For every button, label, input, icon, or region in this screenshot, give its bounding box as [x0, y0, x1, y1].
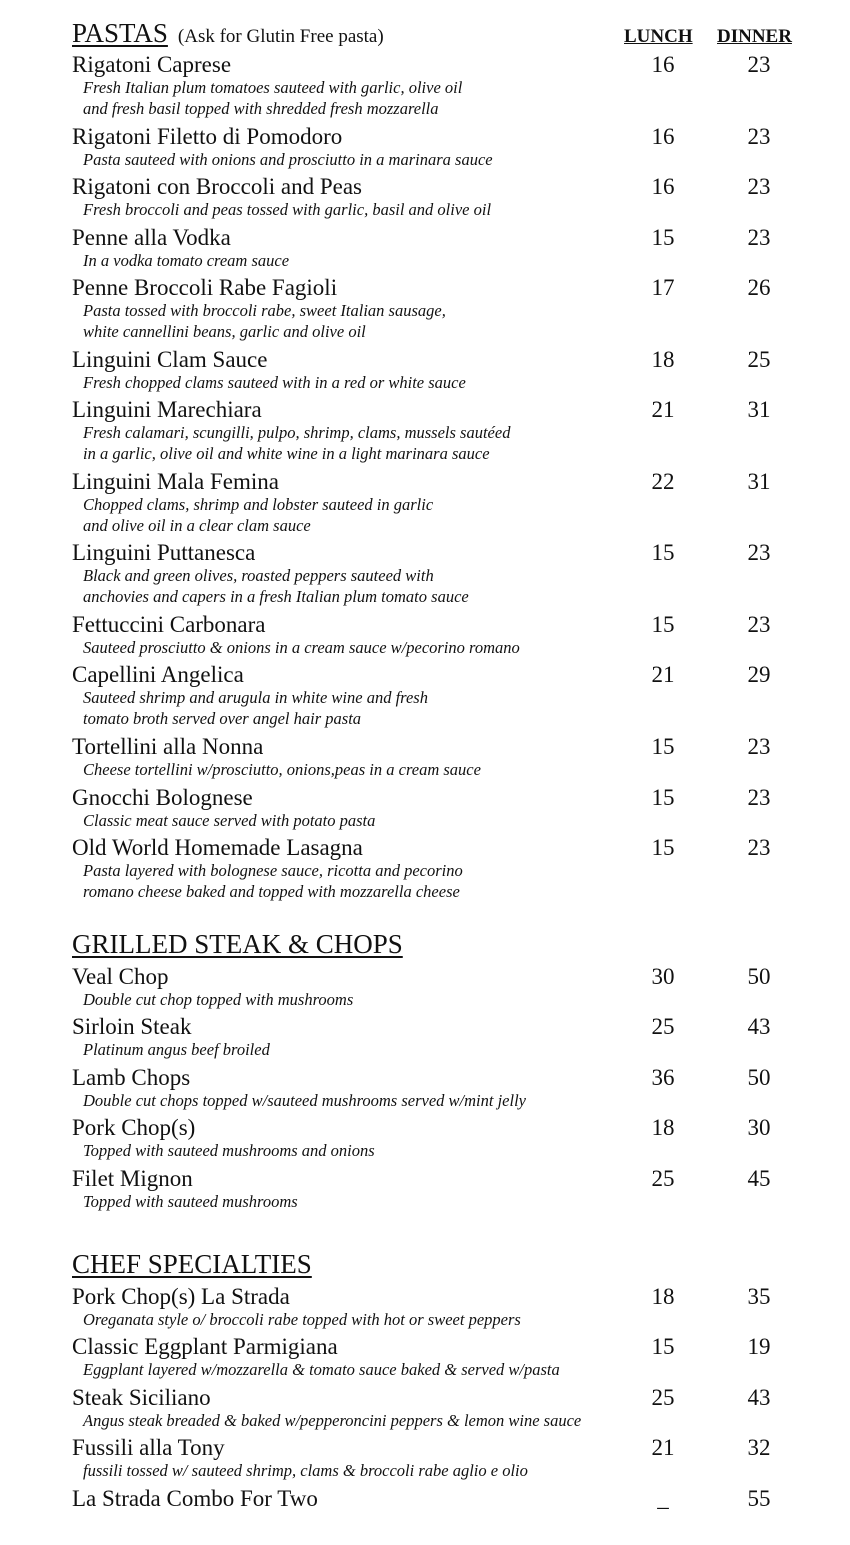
dinner-price: 35: [747, 1284, 771, 1309]
menu-item-name: Old World Homemade Lasagna: [72, 835, 363, 860]
menu-item-description: Pasta layered with bolognese sauce, ricotta and pecorino romano cheese baked and topped with mozzarella cheese: [83, 861, 463, 901]
lunch-price: 15: [651, 734, 675, 759]
menu-item-description: Black and green olives, roasted peppers sauteed with anchovies and capers in a fresh Italian plum tomato sauce: [83, 566, 469, 606]
lunch-price: 21: [651, 397, 675, 422]
dinner-price: 43: [747, 1014, 771, 1039]
section-title-chef-specialties: CHEF SPECIALTIES: [72, 1249, 312, 1279]
menu-item-description: Sauteed prosciutto & onions in a cream sauce w/pecorino romano: [83, 638, 520, 657]
menu-item-name: Filet Mignon: [72, 1166, 193, 1191]
menu-item-name: Penne Broccoli Rabe Fagioli: [72, 275, 338, 300]
dinner-price: 55: [747, 1486, 771, 1511]
lunch-column-header: LUNCH: [624, 26, 693, 47]
lunch-price: 16: [651, 124, 675, 149]
menu-item-description: Topped with sauteed mushrooms and onions: [83, 1141, 375, 1160]
menu-item-name: Tortellini alla Nonna: [72, 734, 264, 759]
menu-item: [72, 835, 812, 902]
menu-item-description: Fresh Italian plum tomatoes sauteed with garlic, olive oil and fresh basil topped with shredded fresh mozzarella: [83, 78, 463, 118]
menu-item-name: Sirloin Steak: [72, 1014, 192, 1039]
dinner-price: 23: [747, 734, 771, 759]
dinner-price: 26: [747, 275, 771, 300]
menu-item: [72, 964, 812, 1010]
lunch-price: 15: [651, 835, 675, 860]
menu-item: [72, 1385, 812, 1431]
lunch-price: 15: [651, 1334, 675, 1359]
lunch-price: 21: [651, 1435, 675, 1460]
menu-item-name: Capellini Angelica: [72, 662, 244, 687]
menu-item-description: Double cut chops topped w/sauteed mushrooms served w/mint jelly: [83, 1091, 526, 1110]
dinner-price: 43: [747, 1385, 771, 1410]
lunch-price: 25: [651, 1385, 675, 1410]
menu-item-name: Rigatoni Filetto di Pomodoro: [72, 124, 343, 149]
menu-item: [72, 225, 812, 271]
menu-item-description: Double cut chop topped with mushrooms: [83, 990, 354, 1009]
dinner-price: 23: [747, 124, 771, 149]
menu-item: [72, 469, 812, 536]
menu-item: [72, 1014, 812, 1060]
menu-item: [72, 275, 812, 342]
menu-item-name: Lamb Chops: [72, 1065, 191, 1090]
menu-item-name: Penne alla Vodka: [72, 225, 231, 250]
lunch-price: 16: [651, 174, 675, 199]
menu-item: [72, 1334, 812, 1380]
dinner-price: 23: [747, 174, 771, 199]
lunch-price: _: [657, 1486, 669, 1511]
menu-item-description: Angus steak breaded & baked w/pepperoncini peppers & lemon wine sauce: [83, 1411, 582, 1430]
dinner-price: 23: [747, 225, 771, 250]
dinner-price: 23: [747, 835, 771, 860]
menu-item: [72, 1435, 812, 1481]
menu-item-description: Fresh calamari, scungilli, pulpo, shrimp, clams, mussels sautéed in a garlic, olive oil and white wine in a light marinara sauce: [83, 423, 511, 463]
lunch-price: 18: [651, 347, 675, 372]
menu-item-description: Sauteed shrimp and arugula in white wine and fresh tomato broth served over angel hair pasta: [83, 688, 428, 728]
lunch-price: 25: [651, 1014, 675, 1039]
dinner-price: 23: [747, 612, 771, 637]
menu-item-name: Steak Siciliano: [72, 1385, 211, 1410]
menu-item: [72, 347, 812, 393]
lunch-price: 22: [651, 469, 675, 494]
menu-item-description: Classic meat sauce served with potato pasta: [83, 811, 376, 830]
menu-item-description: Pasta tossed with broccoli rabe, sweet Italian sausage, white cannellini beans, garlic and olive oil: [83, 301, 446, 341]
menu-item: [72, 734, 812, 780]
menu-item: [72, 124, 812, 170]
menu-item-name: Linguini Puttanesca: [72, 540, 256, 565]
dinner-price: 50: [747, 964, 771, 989]
dinner-price: 45: [747, 1166, 771, 1191]
dinner-price: 29: [747, 662, 771, 687]
dinner-price: 30: [747, 1115, 771, 1140]
menu-item: [72, 785, 812, 831]
menu-item: [72, 397, 812, 464]
menu-item-description: Fresh broccoli and peas tossed with garlic, basil and olive oil: [83, 200, 492, 219]
menu-item-name: Linguini Mala Femina: [72, 469, 279, 494]
lunch-price: 15: [651, 540, 675, 565]
lunch-price: 15: [651, 225, 675, 250]
menu-item-description: fussili tossed w/ sauteed shrimp, clams & broccoli rabe aglio e olio: [83, 1461, 528, 1480]
dinner-price: 19: [747, 1334, 771, 1359]
dinner-price: 32: [747, 1435, 771, 1460]
dinner-price: 23: [747, 540, 771, 565]
section-note-gluten-free: (Ask for Glutin Free pasta): [177, 26, 384, 47]
lunch-price: 15: [651, 785, 675, 810]
dinner-price: 50: [747, 1065, 771, 1090]
menu-item-name: Classic Eggplant Parmigiana: [72, 1334, 338, 1359]
menu-item: [72, 174, 812, 220]
lunch-price: 15: [651, 612, 675, 637]
lunch-price: 18: [651, 1115, 675, 1140]
menu-item: [72, 662, 812, 729]
section-title-pastas: PASTAS (Ask for Glutin Free pasta): [72, 18, 384, 48]
menu-item-name: Pork Chop(s): [72, 1115, 196, 1140]
menu-item: [72, 52, 812, 119]
section-title-grilled-steak-chops: GRILLED STEAK & CHOPS: [72, 929, 403, 959]
lunch-price: 17: [651, 275, 675, 300]
dinner-column-header: DINNER: [717, 26, 792, 47]
lunch-price: 21: [651, 662, 675, 687]
lunch-price: 18: [651, 1284, 675, 1309]
menu-item-description: Eggplant layered w/mozzarella & tomato sauce baked & served w/pasta: [83, 1360, 560, 1379]
menu-item: [72, 1486, 812, 1511]
menu-item-description: Pasta sauteed with onions and prosciutto in a marinara sauce: [83, 150, 493, 169]
menu-item-description: Fresh chopped clams sauteed with in a red or white sauce: [83, 373, 466, 392]
menu-item-description: In a vodka tomato cream sauce: [83, 251, 290, 270]
menu-item: [72, 1166, 812, 1212]
dinner-price: 23: [747, 52, 771, 77]
menu-item-name: Veal Chop: [72, 964, 169, 989]
menu-item-name: Rigatoni con Broccoli and Peas: [72, 174, 362, 199]
menu-item-name: La Strada Combo For Two: [72, 1486, 318, 1511]
lunch-price: 36: [651, 1065, 675, 1090]
menu-item-name: Fettuccini Carbonara: [72, 612, 266, 637]
menu-item: [72, 1284, 812, 1330]
menu-item-name: Rigatoni Caprese: [72, 52, 232, 77]
dinner-price: 25: [747, 347, 771, 372]
menu-item-description: Cheese tortellini w/prosciutto, onions,peas in a cream sauce: [83, 760, 481, 779]
menu-item-name: Fussili alla Tony: [72, 1435, 225, 1460]
menu-item-name: Linguini Clam Sauce: [72, 347, 268, 372]
lunch-price: 30: [651, 964, 675, 989]
menu-item: [72, 540, 812, 607]
dinner-price: 23: [747, 785, 771, 810]
dinner-price: 31: [747, 469, 771, 494]
menu-item-description: Oreganata style o/ broccoli rabe topped with hot or sweet peppers: [83, 1310, 521, 1329]
menu-item-name: Pork Chop(s) La Strada: [72, 1284, 290, 1309]
menu-item: [72, 612, 812, 658]
menu-item: [72, 1115, 812, 1161]
menu-item-description: Platinum angus beef broiled: [83, 1040, 270, 1059]
menu-item-description: Chopped clams, shrimp and lobster sauteed in garlic and olive oil in a clear clam sauce: [83, 495, 434, 535]
menu-item-name: Gnocchi Bolognese: [72, 785, 253, 810]
menu-item-description: Topped with sauteed mushrooms: [83, 1192, 298, 1211]
menu-item-name: Linguini Marechiara: [72, 397, 262, 422]
dinner-price: 31: [747, 397, 771, 422]
lunch-price: 16: [651, 52, 675, 77]
lunch-price: 25: [651, 1166, 675, 1191]
menu-item: [72, 1065, 812, 1111]
